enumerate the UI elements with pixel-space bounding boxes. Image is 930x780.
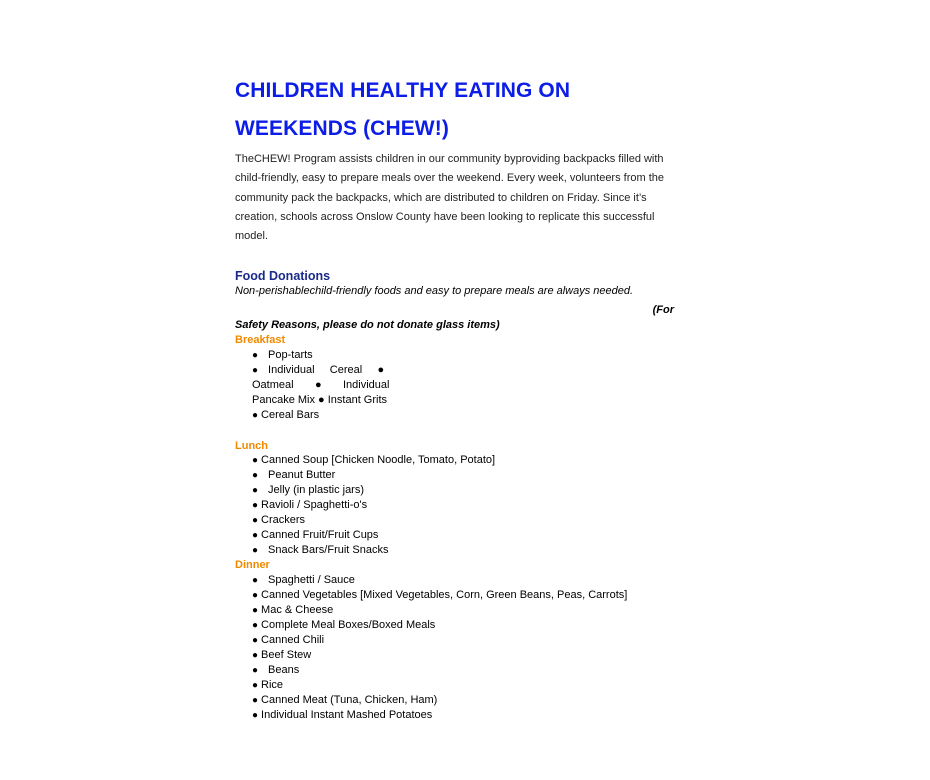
bullet-icon: ● [252,349,259,361]
bullet-icon: ● [252,634,259,646]
list-item: ● Ravioli / Spaghetti-o's [252,499,368,512]
bullet-icon: ● [252,619,259,631]
list-item: ● Jelly (in plastic jars) [252,484,365,497]
bullet-icon: ● [252,364,259,376]
list-item: ● Spaghetti / Sauce [252,573,355,586]
bullet-icon: ● [252,485,259,497]
list-item: ● Canned Soup [Chicken Noodle, Tomato, Potato] [252,454,496,467]
list-item: ● Canned Vegetables [Mixed Vegetables, Corn, Green Beans, Peas, Carrots] [252,588,628,601]
bullet-icon: ● [252,664,259,676]
safety-note-end: Safety Reasons, please do not donate glass items) [235,319,500,332]
lunch-heading: Lunch [235,439,268,452]
list-item: ● Crackers [252,514,306,527]
food-donations-note: Non-perishablechild-friendly foods and easy to prepare meals are always needed. [235,285,634,298]
list-item: ● Beans [252,663,300,676]
lunch-list [235,453,680,558]
list-item: ● Rice [252,678,284,691]
breakfast-heading: Breakfast [235,334,286,347]
list-item: ● Individual Instant Mashed Potatoes [252,708,433,721]
bullet-icon: ● [252,530,259,542]
bullet-icon: ● [252,500,259,512]
list-item: ● Canned Fruit/Fruit Cups [252,529,379,542]
dinner-list [235,573,680,723]
list-item: ● Peanut Butter [252,469,336,482]
bullet-icon: ● [252,604,259,616]
bullet-icon: ● [252,574,259,586]
dinner-heading: Dinner [235,559,270,572]
bullet-icon: ● [252,694,259,706]
safety-note-start: (For [652,304,674,317]
page-title-line1: CHILDREN HEALTHY EATING ON [235,79,571,102]
list-item: Oatmeal ● Individual [252,378,390,391]
page-title-line2: WEEKENDS (CHEW!) [235,117,449,140]
list-item: ● Beef Stew [252,648,312,661]
food-donations-heading: Food Donations [235,269,331,284]
bullet-icon: ● [252,649,259,661]
breakfast-list [235,348,680,423]
list-item: ● Canned Chili [252,633,325,646]
list-item: Pancake Mix ● Instant Grits [252,393,388,406]
bullet-icon: ● [252,545,259,557]
list-item: ● Canned Meat (Tuna, Chicken, Ham) [252,693,438,706]
bullet-icon: ● [252,589,259,601]
bullet-icon: ● [252,409,259,421]
document-page [235,72,680,723]
list-item: ● Cereal Bars [252,408,320,421]
bullet-icon: ● [252,679,259,691]
list-item: ● Individual Cereal ● [252,363,385,376]
bullet-icon: ● [252,515,259,527]
page-title [235,72,680,148]
bullet-icon: ● [252,709,259,721]
bullet-icon: ● [252,455,259,467]
list-item: ● Pop-tarts [252,348,313,361]
intro-paragraph: TheCHEW! Program assists children in our community byproviding backpacks filled with child-friendly, easy to prepare meals over the weekend. Every week, volunteers from the community pack the backpacks, which are distributed to children on Friday. Since it’s creation, schools across Onslow County have been looking to replicate this successful model. [235,153,664,243]
bullet-icon: ● [252,470,259,482]
list-item: ● Mac & Cheese [252,603,334,616]
list-item: ● Complete Meal Boxes/Boxed Meals [252,618,436,631]
list-item: ● Snack Bars/Fruit Snacks [252,544,389,557]
